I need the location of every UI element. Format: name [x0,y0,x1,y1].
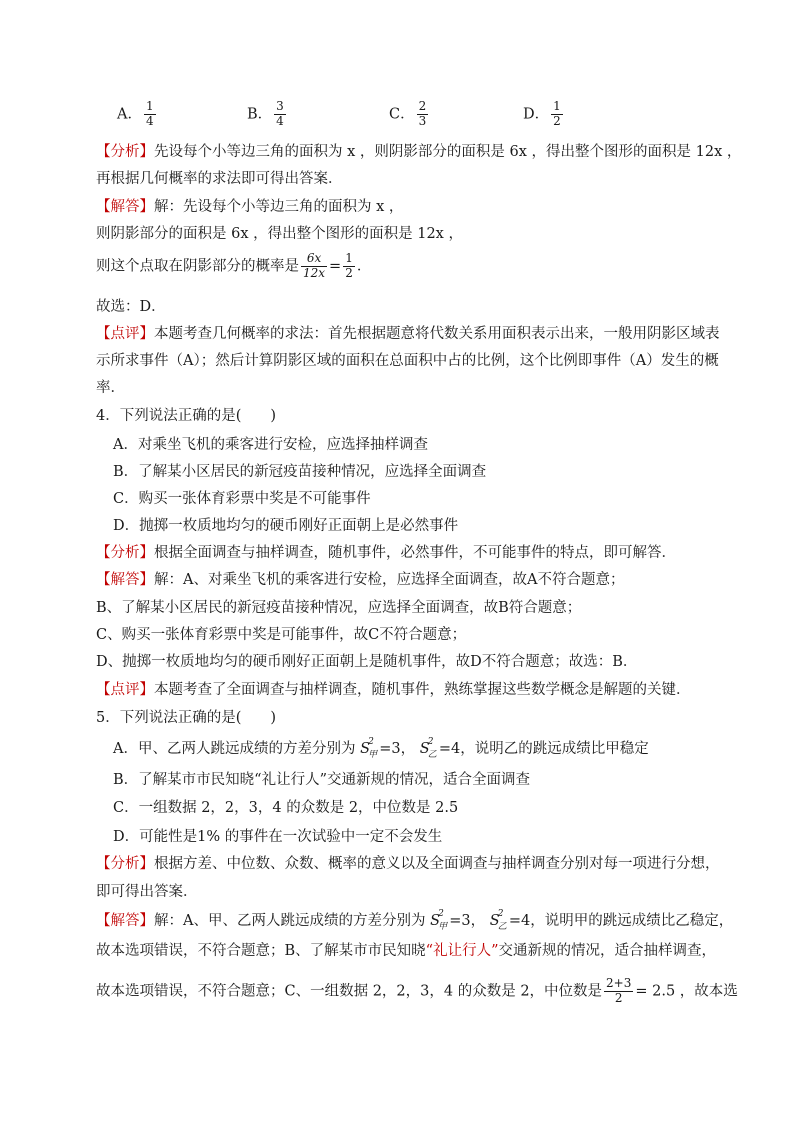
q3-comment-line-3 [96,381,125,396]
fraction [417,100,429,129]
analysis-text: 再根据几何概率的求法即可得出答案． [96,171,343,187]
q3-comment-line-2 [96,354,719,369]
fraction [604,977,633,1006]
s-letter: S [360,741,371,757]
fraction-den: 12x [303,265,326,280]
variance-symbol [489,909,507,932]
fraction-num: 6x [301,252,327,267]
q3-option-a [117,100,158,129]
q4-option-b [113,465,486,480]
analysis-text: 先设每个小等边三角的面积为 x ，则阴影部分的面积是 6x ，得出整个图形的面积是 12x ， [154,144,742,160]
highlighted-text: “礼让行人” [425,943,499,959]
q3-option-c [389,100,430,129]
fraction [144,100,156,129]
fraction [301,252,327,281]
q4-solution-line-3 [96,628,466,643]
q3-option-b [247,100,288,129]
fraction-den: 3 [418,113,427,128]
superscript: 2 [438,909,444,919]
q5-option-c [113,801,458,816]
solution-text: 解：A、对乘坐飞机的乘客进行安检，应选择全面调查，故A不符合题意； [154,572,625,588]
q4-solution-line-4 [96,655,637,670]
analysis-text: 根据全面调查与抽样调查，随机事件，必然事件，不可能事件的特点，即可解答． [154,545,676,561]
q5-solution-line-3 [96,977,738,1006]
solution-text: B、了解某小区居民的新冠疫苗接种情况，应选择全面调查，故B符合题意； [96,600,582,616]
q5-solution-line-1: 【解答】解：A、甲、乙两人跳远成绩的方差分别为 S 2 甲 =3， S 2 乙 =4，说明甲的跳远成绩比乙稳定， [96,909,734,932]
comment-text: 率． [96,380,125,396]
comment-text: 本题考查了全面调查与抽样调查，随机事件，熟练掌握这些数学概念是解题的关键． [154,682,691,698]
fraction-num: 1 [345,251,353,265]
analysis-tag: 【分析】 [96,856,154,872]
solution-text: C、购买一张体育彩票中奖是可能事件，故C不符合题意； [96,627,467,643]
solution-text: = 2.5 ，故本选 [635,983,738,1000]
q3-solution-line-3 [96,252,371,281]
analysis-tag: 【分析】 [96,144,154,160]
superscript: 2 [427,737,434,747]
subscript: 乙 [497,921,507,932]
solution-text: 故选：D． [96,299,166,315]
superscript: 2 [497,909,504,919]
option-text: B．了解某小区居民的新冠疫苗接种情况，应选择全面调查 [113,464,487,480]
q4-solution-line-2 [96,601,581,616]
solution-text: 解：先设每个小等边三角的面积为 x ， [154,199,404,215]
option-text: C．一组数据 2，2，3，4 的众数是 2，中位数是 2.5 [113,800,459,816]
q3-solution-line-2 [96,227,463,242]
solution-text: ． [356,258,372,275]
q5-solution-line-2 [96,944,716,959]
option-text: D．抛掷一枚质地均匀的硬币刚好正面朝上是必然事件 [113,518,459,534]
analysis-text: 根据方差、中位数、众数、概率的意义以及全面调查与抽样调查分别对每一项进行分想， [154,856,720,872]
solution-tag: 【解答】 [96,572,154,588]
comment-tag: 【点评】 [96,682,154,698]
q4-analysis [96,546,676,561]
q4-option-a [113,438,428,453]
equals-sign: = [329,258,342,275]
option-text: C．购买一张体育彩票中奖是不可能事件 [113,491,371,507]
variance-value: =3 [379,741,401,757]
variance-symbol [360,737,378,760]
solution-tag: 【解答】 [96,199,154,215]
subscript: 甲 [438,921,448,932]
fraction-den: 2 [553,113,561,128]
solution-text: 则阴影部分的面积是 6x ，得出整个图形的面积是 12x ， [96,226,463,242]
q4-option-d [113,519,458,534]
option-label: A． [117,106,142,123]
fraction [551,100,563,129]
fraction-den: 2 [614,990,623,1005]
option-label: C． [389,106,415,123]
q3-option-d [523,100,565,129]
solution-text: 则这个点取在阴影部分的概率是 [96,258,299,275]
fraction-num: 2 [418,99,427,113]
variance-value: =4 [438,741,461,757]
fraction-num: 3 [276,99,284,113]
superscript: 2 [368,737,374,747]
solution-text: D、抛掷一枚质地均匀的硬币刚好正面朝上是随机事件，故D不符合题意；故选：B． [96,654,638,670]
s-letter: S [489,913,500,929]
fraction-num: 2+3 [606,976,632,990]
subscript: 甲 [368,749,378,760]
q3-solution-line-4 [96,300,166,315]
fraction-den: 4 [276,113,284,128]
solution-text: 故本选项错误，不符合题意；B、了解某市市民知晓 [96,943,426,959]
variance-value: =4 [508,913,531,929]
q4-option-c [113,492,371,507]
q5-analysis-line-1 [96,857,720,872]
fraction-num: 1 [145,99,154,113]
option-text: A．对乘坐飞机的乘客进行安检，应选择抽样调查 [113,437,428,453]
comment-text: 本题考查几何概率的求法：首先根据题意将代数关系用面积表示出来，一般用阴影区域表 [154,326,720,342]
s-letter: S [430,913,441,929]
q5-option-d [113,830,442,845]
variance-symbol [419,737,437,760]
q3-analysis-line-2 [96,172,343,187]
fraction [343,252,355,281]
option-label: D． [523,106,550,123]
solution-text: 交通新规的情况，适合抽样调查， [498,943,716,959]
q3-comment-line-1 [96,327,720,342]
q3-solution-line-1 [96,200,403,215]
q5-option-a: A．甲、乙两人跳远成绩的方差分别为 S 2 甲 =3， S 2 乙 =4，说明乙的跳远成绩比甲稳定 [113,737,649,760]
q3-analysis-line-1 [96,145,741,160]
q4-stem [96,409,276,424]
solution-tag: 【解答】 [96,913,154,929]
q5-stem [96,711,276,726]
option-label: B． [247,106,273,123]
question-stem: 4．下列说法正确的是( ) [96,408,277,424]
variance-symbol [430,909,448,932]
solution-text: 故本选项错误，不符合题意；C、一组数据 2，2，3，4 的众数是 2，中位数是 [96,983,603,1000]
q5-option-b [113,773,530,788]
s-letter: S [419,741,430,757]
analysis-text: 即可得出答案． [96,884,198,900]
fraction [274,100,286,129]
fraction-den: 2 [345,265,353,280]
solution-text: 解：A、甲、乙两人跳远成绩的方差分别为 [154,913,426,929]
q4-solution-line-1 [96,573,624,588]
subscript: 乙 [427,749,437,760]
analysis-tag: 【分析】 [96,545,154,561]
q5-analysis-line-2 [96,885,198,900]
comment-text: 示所求事件（A）；然后计算阴影区域的面积在总面积中占的比例，这个比例即事件（A）发生的概 [96,353,719,369]
solution-text: ，说明甲的跳远成绩比乙稳定， [530,913,734,929]
option-text: D．可能性是1% 的事件在一次试验中一定不会发生 [113,829,443,845]
question-stem: 5．下列说法正确的是( ) [96,710,277,726]
option-text: A．甲、乙两人跳远成绩的方差分别为 [113,741,356,757]
variance-value: =3 [449,913,471,929]
q4-comment [96,683,691,698]
option-text: B．了解某市市民知晓“礼让行人”交通新规的情况，适合全面调查 [113,772,530,788]
comment-tag: 【点评】 [96,326,154,342]
fraction-num: 1 [553,99,561,113]
fraction-den: 4 [145,113,154,128]
option-text: ，说明乙的跳远成绩比甲稳定 [460,741,649,757]
